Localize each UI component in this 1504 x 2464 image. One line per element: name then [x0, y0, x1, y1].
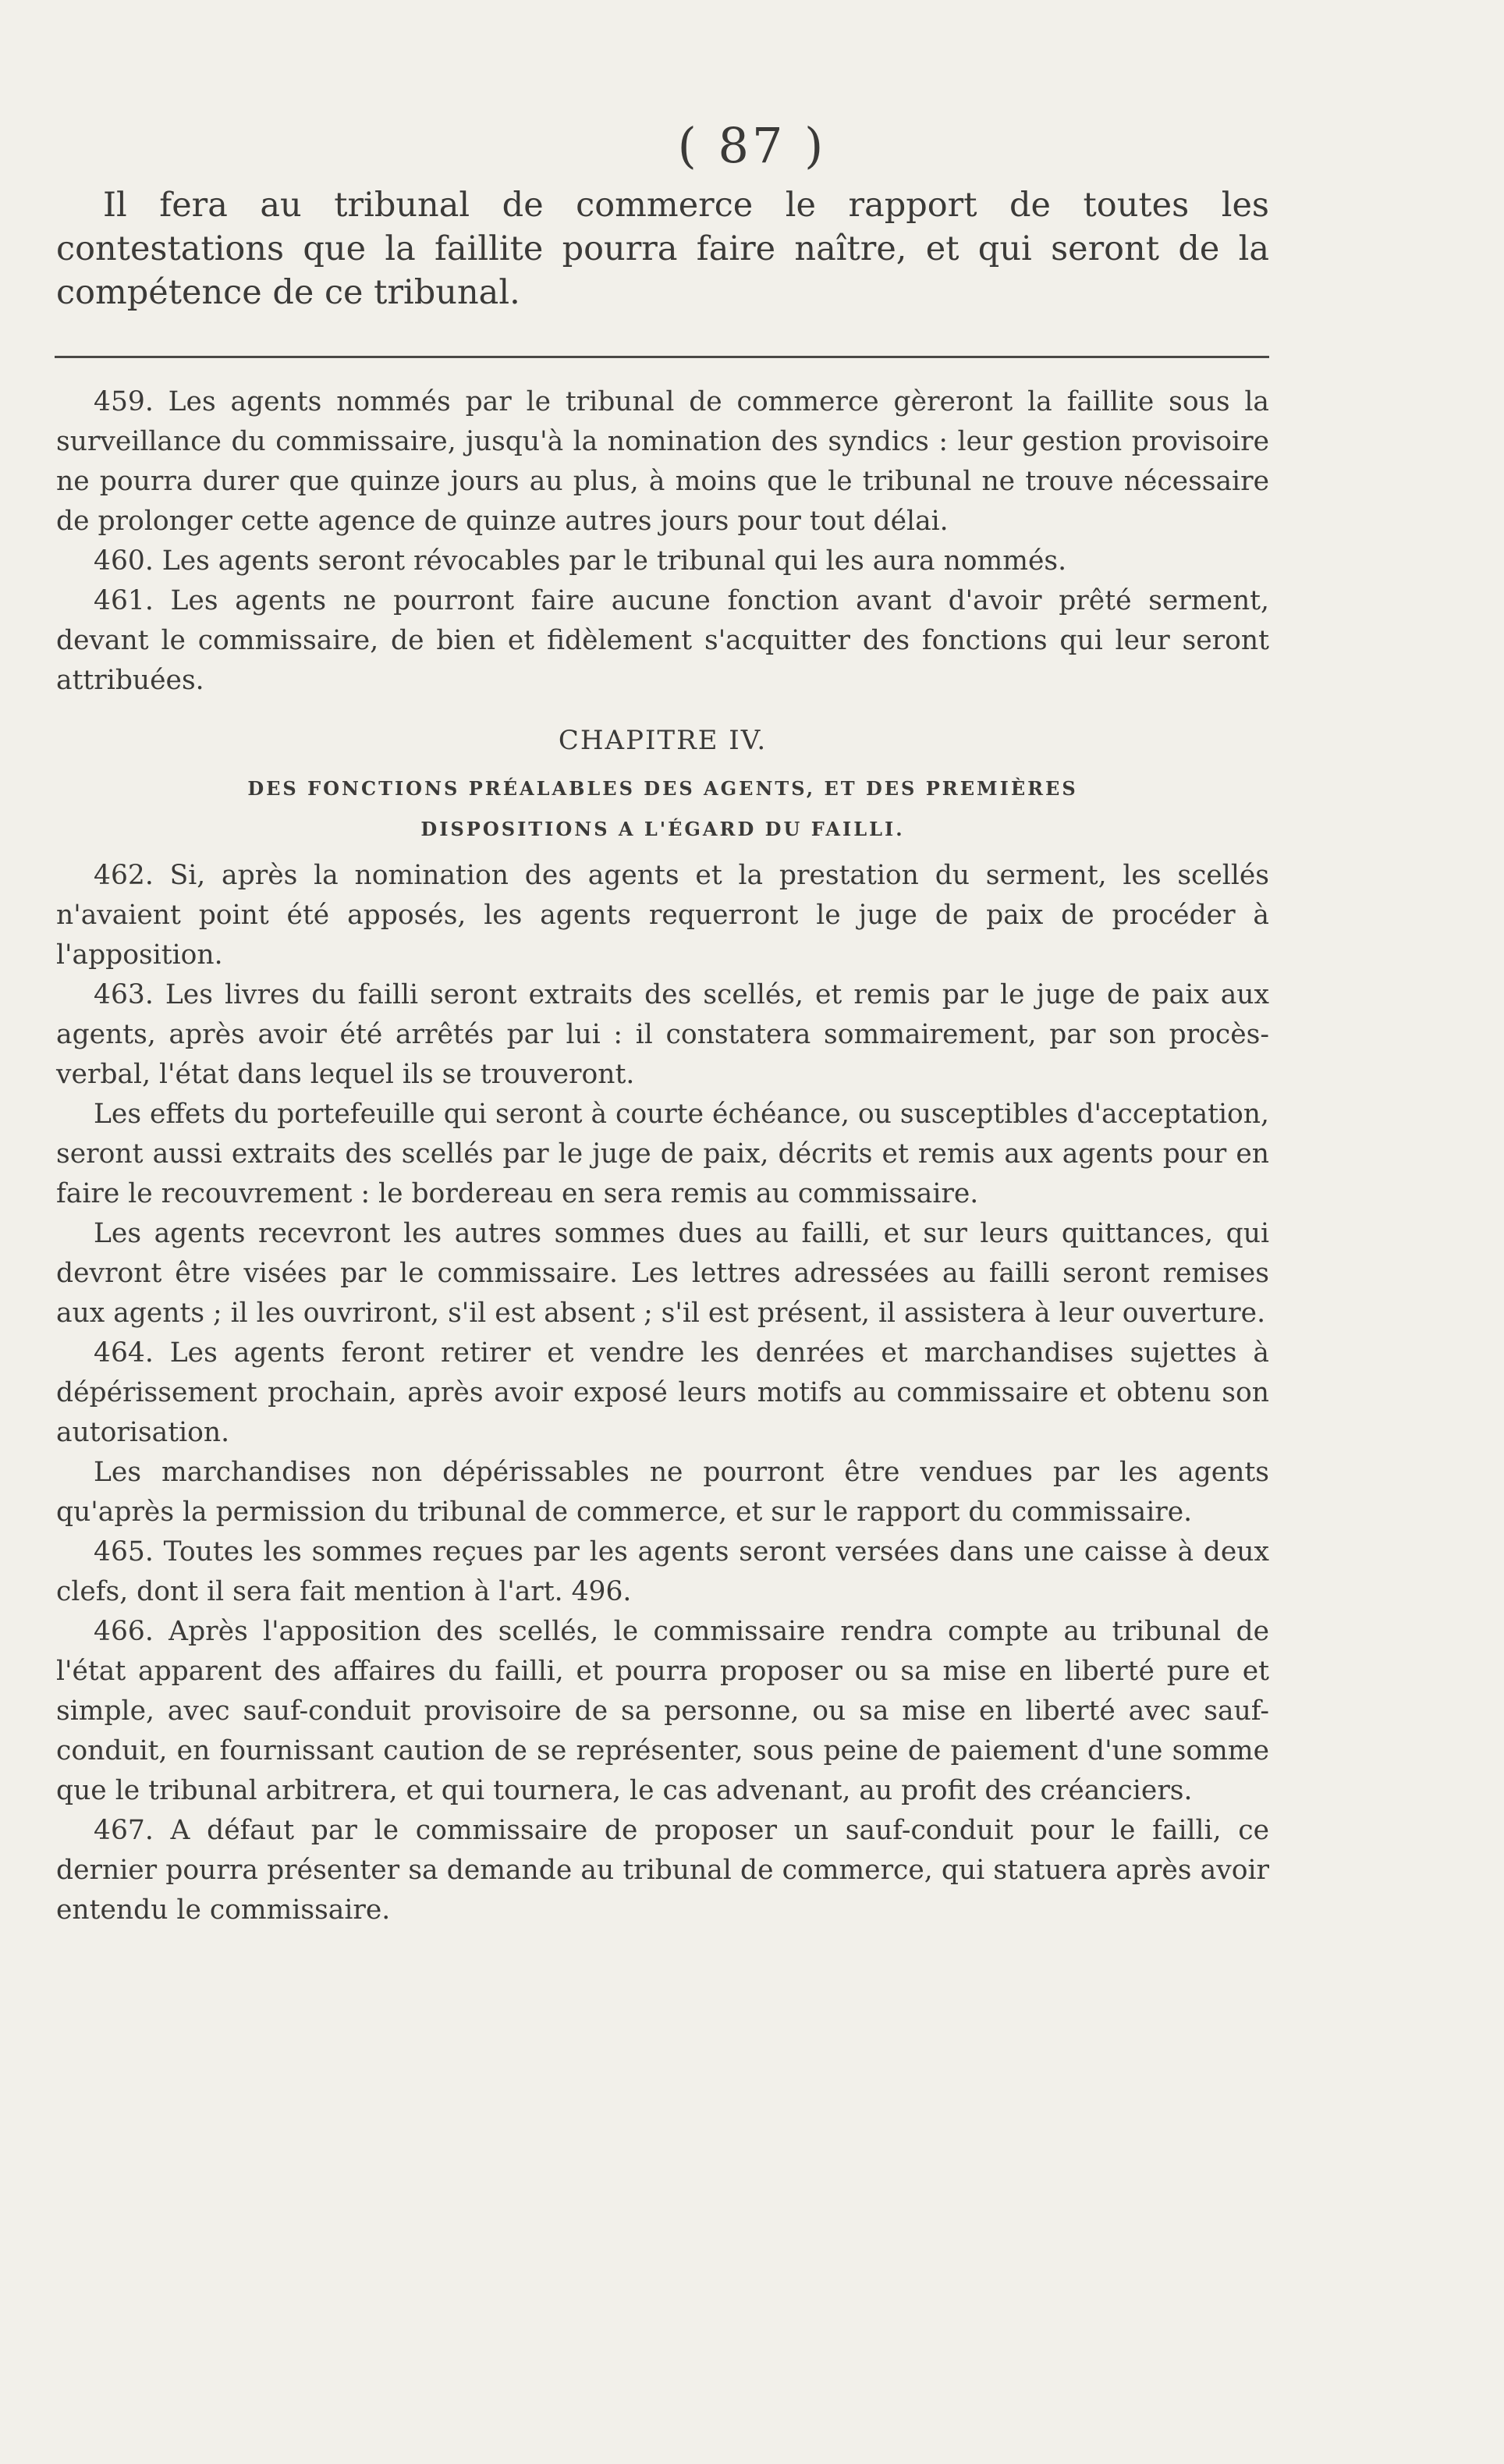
chapter-subtitle-line-1: DES FONCTIONS PRÉALABLES DES AGENTS, ET DES PREMIÈRES [247, 777, 1078, 800]
intro-paragraph: Il fera au tribunal de commerce le rapport de toutes les contestations que la faillite pourra faire naître, et qui seront de la compétence de ce tribunal. [56, 186, 1269, 312]
article-463-para-3: Les agents recevront les autres sommes dues au failli, et sur leurs quittances, qui devront être visées par le commissaire. Les lettres adressées au failli seront remises aux agents ; il les ouvriront, s'il est absent ; s'il est présent, il assistera à leur ouverture. [56, 1218, 1269, 1329]
chapter-title: CHAPITRE IV. [558, 725, 768, 756]
section-divider [55, 356, 1269, 358]
page-number: ( 87 ) [677, 117, 827, 174]
article-463-para-2: Les effets du portefeuille qui seront à courte échéance, ou susceptibles d'acceptation, seront aussi extraits des scellés par le juge de paix, décrits et remis aux agents pour en faire le recouvrement : le bordereau en sera remis au commissaire. [56, 1099, 1269, 1209]
article-466: 466. Après l'apposition des scellés, le commissaire rendra compte au tribunal de l'état apparent des affaires du failli, et pourra proposer ou sa mise en liberté pure et simple, avec sauf-conduit provisoire de sa personne, ou sa mise en liberté avec sauf-conduit, en fournissant caution de se représenter, sous peine de paiement d'une somme que le tribunal arbitrera, et qui tournera, le cas advenant, au profit des créanciers. [56, 1616, 1269, 1806]
article-463: 463. Les livres du failli seront extraits des scellés, et remis par le juge de paix aux agents, après avoir été arrêtés par lui : il constatera sommairement, par son procès-verbal, l'état dans lequel ils se trouveront. [56, 979, 1269, 1090]
article-461: 461. Les agents ne pourront faire aucune fonction avant d'avoir prêté serment, devant le commissaire, de bien et fidèlement s'acquitter des fonctions qui leur seront attribuées. [56, 585, 1269, 696]
article-464: 464. Les agents feront retirer et vendre les denrées et marchandises sujettes à dépérissement prochain, après avoir exposé leurs motifs au commissaire et obtenu son autorisation. [56, 1337, 1269, 1448]
chapter-subtitle-line-2: DISPOSITIONS A L'ÉGARD DU FAILLI. [420, 818, 905, 840]
chapter-subtitle [56, 769, 1269, 850]
article-459: 459. Les agents nommés par le tribunal de commerce gèreront la faillite sous la surveillance du commissaire, jusqu'à la nomination des syndics : leur gestion provisoire ne pourra durer que quinze jours au plus, à moins que le tribunal ne trouve nécessaire de prolonger cette agence de quinze autres jours pour tout délai. [56, 386, 1269, 537]
article-462: 462. Si, après la nomination des agents et la prestation du serment, les scellés n'avaient point été apposés, les agents requerront le juge de paix de procéder à l'apposition. [56, 860, 1269, 971]
body-text [56, 382, 1269, 1930]
article-464-para-2: Les marchandises non dépérissables ne pourront être vendues par les agents qu'après la permission du tribunal de commerce, et sur le rapport du commissaire. [56, 1457, 1269, 1528]
article-460: 460. Les agents seront révocables par le tribunal qui les aura nommés. [94, 545, 1067, 577]
article-467: 467. A défaut par le commissaire de proposer un sauf-conduit pour le failli, ce dernier pourra présenter sa demande au tribunal de commerce, qui statuera après avoir entendu le commissaire. [56, 1815, 1269, 1926]
article-465: 465. Toutes les sommes reçues par les agents seront versées dans une caisse à deux clefs, dont il sera fait mention à l'art. 496. [56, 1536, 1269, 1607]
